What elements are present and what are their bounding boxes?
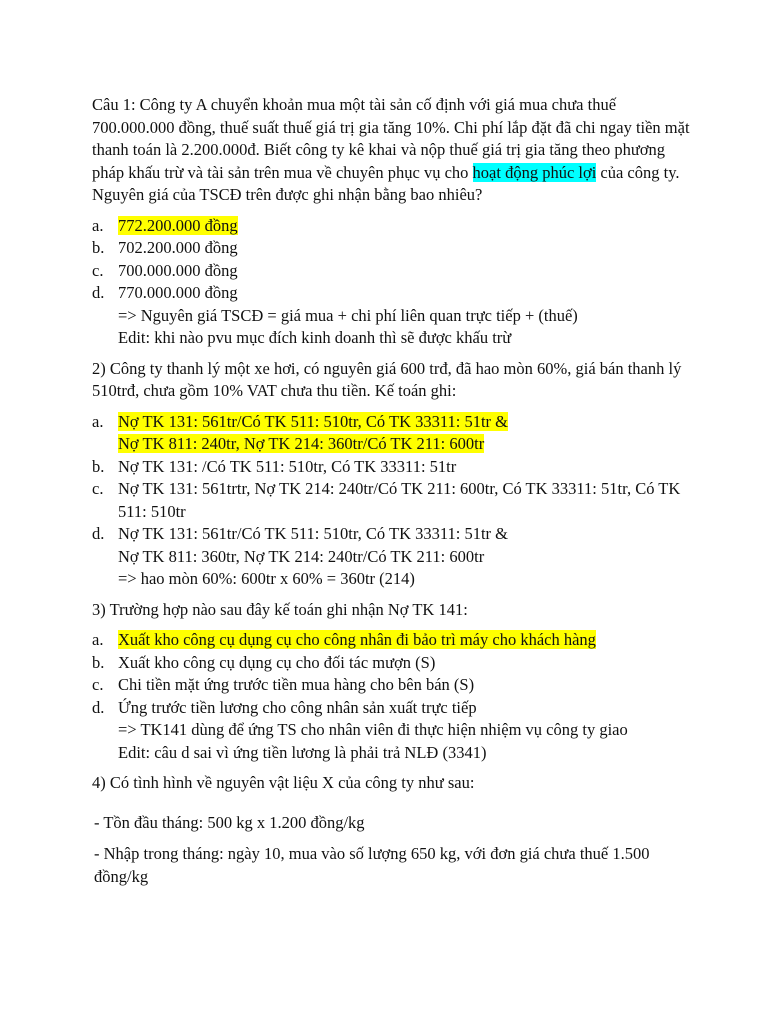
question-1-stem-text: Câu 1: Công ty A chuyển khoản mua một tài sản cố định với giá mua chưa thuế 700.000.000 đồng, thuế suất thuế giá trị gia tăng 10%. Chi phí lắp đặt đã chi ngay tiền mặt thanh toán là 2.200.000đ. Biết công ty kê khai và nộp thuế giá trị gia tăng theo phương pháp khấu trừ và tài sản trên mua về chuyên phục vụ cho bbox=[92, 95, 690, 182]
question-3-option-d: d. Ứng trước tiền lương cho công nhân sản xuất trực tiếp bbox=[92, 697, 477, 717]
question-3-note: => TK141 dùng để ứng TS cho nhân viên đi thực hiện nhiệm vụ công ty giao bbox=[118, 720, 628, 739]
question-2-option-b: b. Nợ TK 131: /Có TK 511: 510tr, Có TK 33311: 51tr bbox=[92, 456, 457, 476]
question-1-note: => Nguyên giá TSCĐ = giá mua + chi phí liên quan trực tiếp + (thuế) bbox=[118, 305, 578, 325]
question-1-stem-end: của công ty. Nguyên giá của TSCĐ trên được ghi nhận bằng bao nhiêu? bbox=[92, 162, 680, 204]
question-2-options bbox=[92, 411, 692, 569]
question-3-option-c: c. Chi tiền mặt ứng trước tiền mua hàng cho bên bán (S) bbox=[92, 675, 475, 694]
question-2-stem: 2) Công ty thanh lý một xe hơi, có nguyên giá 600 trđ, đã hao mòn 60%, giá bán thanh lý 510trđ, chưa gồm 10% VAT chưa thu tiền. Kế toán ghi: bbox=[92, 358, 682, 400]
question-4-item-opening-stock: - Tồn đầu tháng: 500 kg x 1.200 đồng/kg bbox=[94, 812, 365, 832]
question-2-note: => hao mòn 60%: 600tr x 60% = 360tr (214) bbox=[118, 569, 415, 588]
question-2-option-d: d. Nợ TK 131: 561tr/Có TK 511: 510tr, Có TK 33311: 51tr & Nợ TK 811: 360tr, Nợ TK 214: 240tr/Có TK 211: 600tr bbox=[92, 524, 509, 566]
question-4-stem: 4) Có tình hình về nguyên vật liệu X của công ty như sau: bbox=[92, 773, 475, 792]
question-3-options bbox=[92, 629, 692, 719]
question-1-option-d: d. 770.000.000 đồng bbox=[92, 283, 238, 302]
question-3-option-b: b. Xuất kho công cụ dụng cụ cho đối tác mượn (S) bbox=[92, 652, 436, 672]
document-content bbox=[92, 94, 692, 888]
question-3-edit: Edit: câu d sai vì ứng tiền lương là phải trả NLĐ (3341) bbox=[118, 742, 487, 762]
question-2-option-a: a. Nợ TK 131: 561tr/Có TK 511: 510tr, Có TK 33311: 51tr & Nợ TK 811: 240tr, Nợ TK 214: 360tr/Có TK 211: 600tr bbox=[92, 411, 509, 453]
question-1-stem bbox=[92, 94, 692, 207]
question-1-options bbox=[92, 215, 692, 305]
question-1-option-a: a. 772.200.000 đồng bbox=[92, 215, 238, 235]
question-3-option-a: a. Xuất kho công cụ dụng cụ cho công nhân đi bảo trì máy cho khách hàng bbox=[92, 630, 596, 649]
question-1-edit: Edit: khi nào pvu mục đích kinh doanh thì sẽ được khấu trừ bbox=[118, 328, 512, 347]
question-2-option-c: c. Nợ TK 131: 561trtr, Nợ TK 214: 240tr/Có TK 211: 600tr, Có TK 33311: 51tr, Có TK 511: 510tr bbox=[92, 479, 681, 521]
question-1-option-b: b. 702.200.000 đồng bbox=[92, 238, 238, 257]
question-1-highlight: hoạt động phúc lợi bbox=[472, 162, 597, 182]
question-3-stem: 3) Trường hợp nào sau đây kế toán ghi nhận Nợ TK 141: bbox=[92, 599, 468, 619]
question-4-item-purchase: - Nhập trong tháng: ngày 10, mua vào số lượng 650 kg, với đơn giá chưa thuế 1.500 đồng/kg bbox=[94, 844, 650, 886]
question-1-option-c: c. 700.000.000 đồng bbox=[92, 260, 238, 280]
